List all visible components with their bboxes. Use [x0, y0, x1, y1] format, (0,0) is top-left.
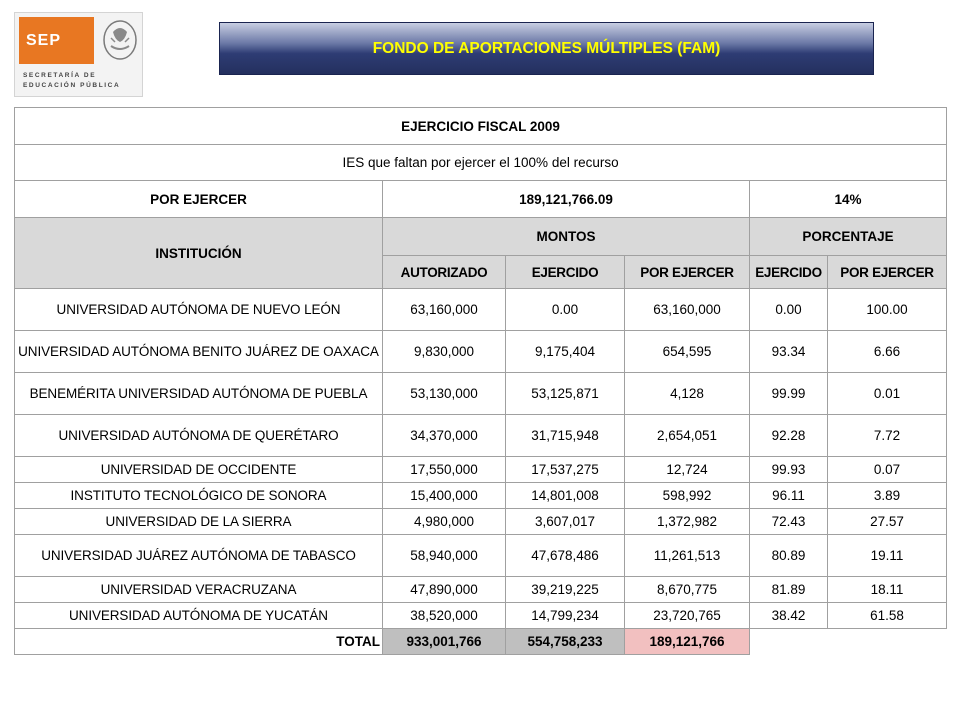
cell-por-ejercer: 654,595 — [625, 331, 750, 373]
institution-name: UNIVERSIDAD DE LA SIERRA — [15, 509, 383, 535]
cell-ejercido: 39,219,225 — [506, 577, 625, 603]
table-row — [15, 415, 947, 457]
header-ejercido: EJERCIDO — [506, 256, 625, 289]
institution-name: UNIVERSIDAD AUTÓNOMA BENITO JUÁREZ DE OAXACA — [15, 331, 383, 373]
cell-pct-por-ejercer: 18.11 — [828, 577, 947, 603]
cell-autorizado: 58,940,000 — [383, 535, 506, 577]
institution-name: INSTITUTO TECNOLÓGICO DE SONORA — [15, 483, 383, 509]
header-porcentaje: PORCENTAJE — [750, 218, 947, 256]
cell-pct-por-ejercer: 7.72 — [828, 415, 947, 457]
institution-name: UNIVERSIDAD VERACRUZANA — [15, 577, 383, 603]
table-subtitle: IES que faltan por ejercer el 100% del recurso — [15, 145, 947, 181]
cell-autorizado: 38,520,000 — [383, 603, 506, 629]
table-row — [15, 373, 947, 415]
cell-pct-ejercido: 93.34 — [750, 331, 828, 373]
logo-line-1: SECRETARÍA DE — [23, 72, 97, 79]
cell-pct-por-ejercer: 6.66 — [828, 331, 947, 373]
cell-ejercido: 3,607,017 — [506, 509, 625, 535]
cell-pct-ejercido: 92.28 — [750, 415, 828, 457]
fam-table — [14, 107, 947, 655]
cell-pct-por-ejercer: 3.89 — [828, 483, 947, 509]
por-ejercer-label: POR EJERCER — [15, 181, 383, 218]
cell-por-ejercer: 4,128 — [625, 373, 750, 415]
table-row — [15, 457, 947, 483]
cell-pct-por-ejercer: 61.58 — [828, 603, 947, 629]
table-row — [15, 577, 947, 603]
total-label: TOTAL — [15, 629, 383, 655]
cell-pct-por-ejercer: 19.11 — [828, 535, 947, 577]
cell-por-ejercer: 8,670,775 — [625, 577, 750, 603]
logo-line-2: EDUCACIÓN PÚBLICA — [23, 82, 121, 89]
cell-ejercido: 47,678,486 — [506, 535, 625, 577]
cell-por-ejercer: 23,720,765 — [625, 603, 750, 629]
cell-pct-ejercido: 80.89 — [750, 535, 828, 577]
cell-pct-ejercido: 99.93 — [750, 457, 828, 483]
eagle-seal-icon — [101, 18, 139, 62]
table-row — [15, 509, 947, 535]
table-title: EJERCICIO FISCAL 2009 — [15, 108, 947, 145]
header-montos: MONTOS — [383, 218, 750, 256]
cell-pct-ejercido: 81.89 — [750, 577, 828, 603]
cell-pct-ejercido: 0.00 — [750, 289, 828, 331]
table-row — [15, 603, 947, 629]
sep-brand: SEP — [19, 17, 94, 64]
table-row — [15, 535, 947, 577]
cell-autorizado: 34,370,000 — [383, 415, 506, 457]
total-row — [15, 629, 947, 655]
cell-autorizado: 63,160,000 — [383, 289, 506, 331]
institution-name: UNIVERSIDAD AUTÓNOMA DE YUCATÁN — [15, 603, 383, 629]
cell-pct-ejercido: 38.42 — [750, 603, 828, 629]
header-institucion: INSTITUCIÓN — [15, 218, 383, 289]
cell-por-ejercer: 1,372,982 — [625, 509, 750, 535]
cell-pct-ejercido: 96.11 — [750, 483, 828, 509]
cell-por-ejercer: 2,654,051 — [625, 415, 750, 457]
por-ejercer-amount: 189,121,766.09 — [383, 181, 750, 218]
cell-ejercido: 9,175,404 — [506, 331, 625, 373]
cell-ejercido: 0.00 — [506, 289, 625, 331]
cell-por-ejercer: 12,724 — [625, 457, 750, 483]
total-por-ejercer: 189,121,766 — [625, 629, 750, 655]
cell-ejercido: 53,125,871 — [506, 373, 625, 415]
total-blank — [750, 629, 947, 655]
header-por-ejercer: POR EJERCER — [625, 256, 750, 289]
institution-name: UNIVERSIDAD DE OCCIDENTE — [15, 457, 383, 483]
cell-por-ejercer: 63,160,000 — [625, 289, 750, 331]
cell-pct-por-ejercer: 0.01 — [828, 373, 947, 415]
cell-pct-por-ejercer: 27.57 — [828, 509, 947, 535]
cell-ejercido: 17,537,275 — [506, 457, 625, 483]
total-autorizado: 933,001,766 — [383, 629, 506, 655]
cell-autorizado: 15,400,000 — [383, 483, 506, 509]
header-pct-por-ejercer: POR EJERCER — [828, 256, 947, 289]
cell-autorizado: 17,550,000 — [383, 457, 506, 483]
institution-name: UNIVERSIDAD JUÁREZ AUTÓNOMA DE TABASCO — [15, 535, 383, 577]
por-ejercer-percent: 14% — [750, 181, 947, 218]
cell-pct-por-ejercer: 100.00 — [828, 289, 947, 331]
institution-name: BENEMÉRITA UNIVERSIDAD AUTÓNOMA DE PUEBLA — [15, 373, 383, 415]
cell-pct-por-ejercer: 0.07 — [828, 457, 947, 483]
header-autorizado: AUTORIZADO — [383, 256, 506, 289]
cell-autorizado: 9,830,000 — [383, 331, 506, 373]
institution-name: UNIVERSIDAD AUTÓNOMA DE NUEVO LEÓN — [15, 289, 383, 331]
institution-name: UNIVERSIDAD AUTÓNOMA DE QUERÉTARO — [15, 415, 383, 457]
page-banner: FONDO DE APORTACIONES MÚLTIPLES (FAM) — [219, 22, 874, 75]
cell-pct-ejercido: 72.43 — [750, 509, 828, 535]
cell-autorizado: 53,130,000 — [383, 373, 506, 415]
cell-por-ejercer: 11,261,513 — [625, 535, 750, 577]
header-pct-ejercido: EJERCIDO — [750, 256, 828, 289]
cell-ejercido: 14,801,008 — [506, 483, 625, 509]
cell-autorizado: 47,890,000 — [383, 577, 506, 603]
sep-logo — [14, 12, 143, 97]
cell-ejercido: 14,799,234 — [506, 603, 625, 629]
cell-ejercido: 31,715,948 — [506, 415, 625, 457]
total-ejercido: 554,758,233 — [506, 629, 625, 655]
table-row — [15, 289, 947, 331]
table-row — [15, 483, 947, 509]
table-row — [15, 331, 947, 373]
cell-pct-ejercido: 99.99 — [750, 373, 828, 415]
cell-por-ejercer: 598,992 — [625, 483, 750, 509]
cell-autorizado: 4,980,000 — [383, 509, 506, 535]
